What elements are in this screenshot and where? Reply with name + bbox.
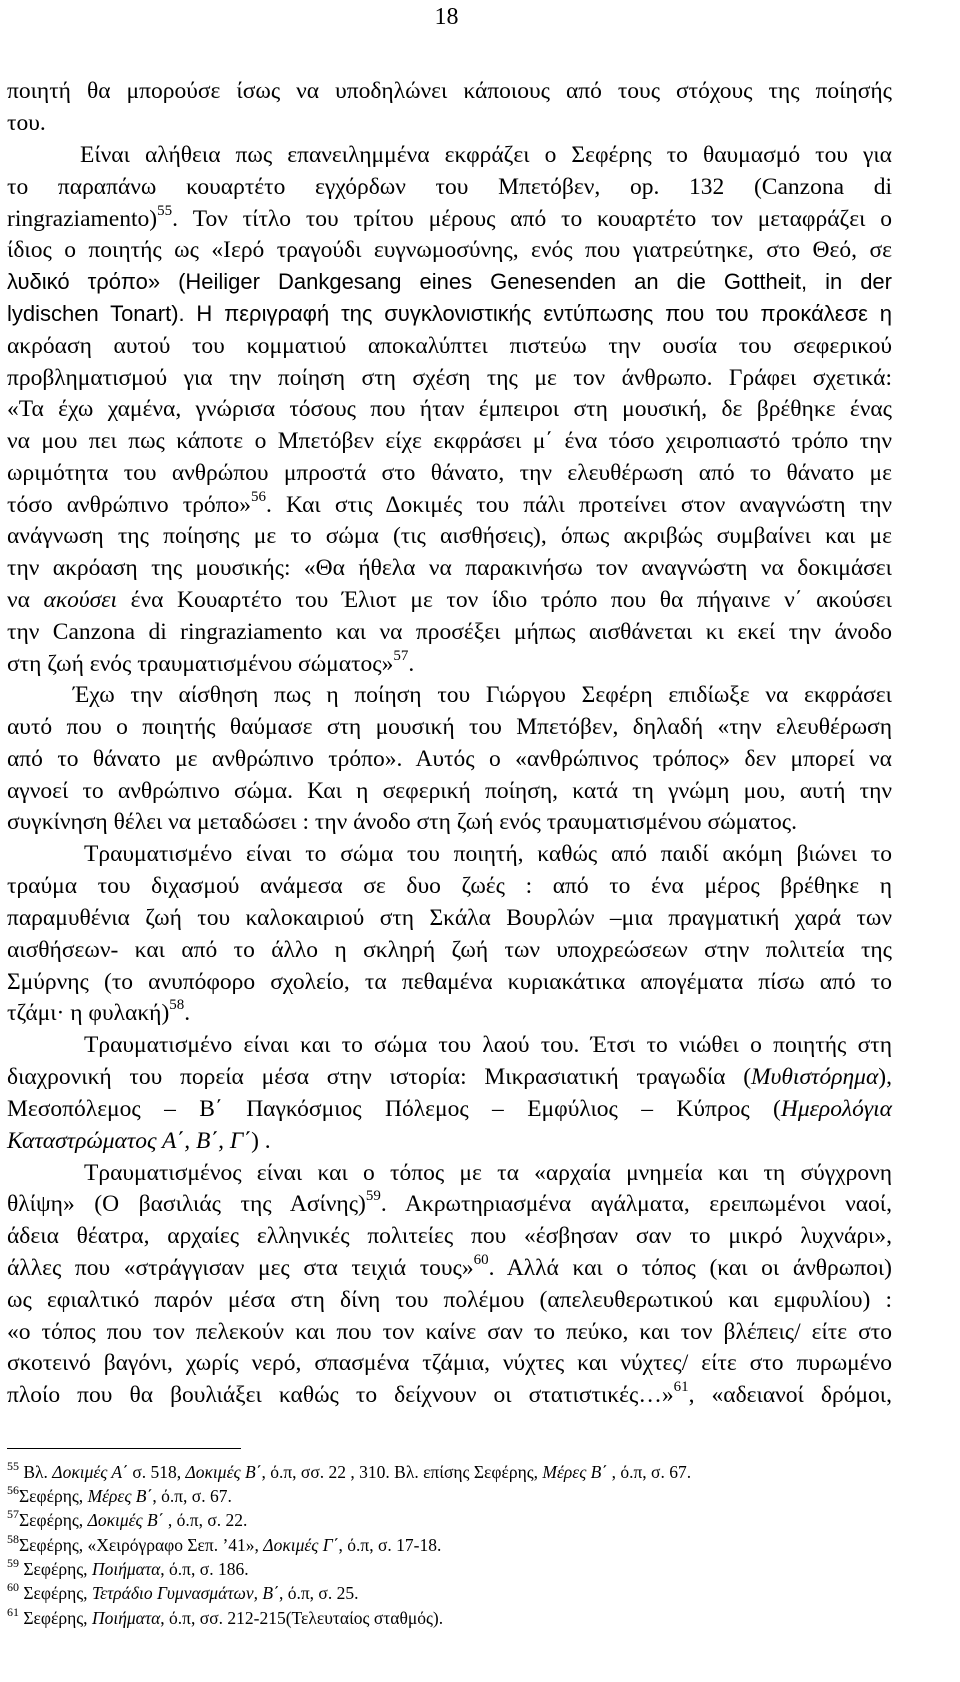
text-run: Σεφέρης,: [19, 1608, 92, 1628]
text-run: Τραυματισμένος είναι και ο τόπος με τα «αρχαία μνημεία και τη σύγχρονη: [84, 1160, 892, 1186]
text-run: την ακρόαση της μουσικής: «Θα ήθελα να παρακινήσω τον αναγνώστη να δοκιμάσει: [7, 555, 892, 581]
text-line: [7, 870, 892, 902]
text-run: ) .: [251, 1128, 271, 1154]
italic-text: Καταστρώματος Α΄, Β΄, Γ΄: [7, 1128, 252, 1154]
text-run: ringraziamento): [7, 206, 158, 232]
text-line: [73, 679, 892, 711]
text-line: [7, 806, 892, 838]
text-run: άδεια θέατρα, αρχαίες ελληνικές πολιτείες που «έσβησαν σαν το μικρό λυχνάρι»,: [7, 1223, 892, 1249]
text-run: ένα Κουαρτέτο του Έλιοτ με τον ίδιο τρόπο που θα πήγαινε ν΄ ακούσει: [117, 587, 892, 613]
footnote-reference: 57: [7, 1507, 19, 1522]
text-line: [7, 1284, 892, 1316]
text-run: , ό.π, σ. 67.: [607, 1462, 692, 1482]
text-run: την Canzona di ringraziamento και να προσέξει μήπως αισθάνεται κι εκεί την άνοδο: [7, 619, 892, 645]
text-run: συγκίνηση θέλει να μεταδώσει : την άνοδο στη ζωή ενός τραυματισμένου σώματος.: [7, 809, 797, 835]
text-run: ίδιος ο ποιητής ως «Ιερό τραγούδι ευγνωμοσύνης, ενός που γιατρεύτηκε, στο Θεό, σε: [7, 237, 892, 263]
text-run: , «αδειανοί δρόμοι,: [688, 1382, 892, 1408]
text-run: διαχρονική του πορεία μέσα στην ιστορία: Μικρασιατική τραγωδία (: [7, 1064, 752, 1090]
text-line: [7, 648, 892, 680]
text-line: [7, 997, 892, 1029]
text-run: . Και στις Δοκιμές του πάλι προτείνει στον αναγνώστη την: [266, 492, 892, 518]
italic-text: Ποιήματα: [91, 1559, 161, 1579]
text-run: Τραυματισμένο είναι το σώμα του ποιητή, καθώς από παιδί ακόμη βιώνει το: [84, 841, 892, 867]
text-run: τζάμι· η φυλακή): [7, 1000, 170, 1026]
text-run: , ό.π, σ. 186.: [160, 1559, 249, 1579]
text-run: , ό.π, σσ. 212-215(Τελευταίος σταθμός).: [160, 1608, 444, 1628]
text-run: , ό.π, σ. 25.: [278, 1583, 359, 1603]
footnote: [7, 1484, 892, 1508]
text-line: [7, 457, 892, 489]
text-run: θλίψη» (Ο βασιλιάς της Ασίνης): [7, 1191, 366, 1217]
text-line: [7, 902, 892, 934]
footnote-reference: 60: [7, 1580, 19, 1595]
text-run: Βλ.: [19, 1462, 53, 1482]
italic-text: Τετράδιο Γυμνασμάτων, Β΄: [91, 1583, 279, 1603]
text-line: [7, 775, 892, 807]
footnote-reference: 59: [365, 1188, 381, 1205]
text-run: ωριμότητα του ανθρώπου μπροστά στο θάνατο, την ελευθέρωση από το θάνατο με: [7, 460, 892, 486]
text-line: [7, 1347, 892, 1379]
footnote-reference: 57: [393, 648, 409, 665]
text-run: σκοτεινό βαγόνι, χωρίς νερό, σπασμένα τζάμια, νύχτες και νύχτες/ είτε στο πυρωμένο: [7, 1350, 892, 1376]
footnote-reference: 61: [7, 1605, 19, 1620]
text-run: λυδικό τρόπο» (Heiliger Dankgesang eines Genesenden an die Gottheit, in der: [7, 269, 892, 294]
text-line: [7, 1220, 892, 1252]
footnote: [7, 1581, 892, 1605]
italic-text: ακούσει: [43, 587, 118, 613]
text-line: [7, 1093, 892, 1125]
text-run: «ο τόπος που τον πελεκούν και που τον καίνε σαν το πεύκο, και τον βλέπεις/ είτε στο: [7, 1319, 892, 1345]
text-run: .: [184, 1000, 191, 1026]
text-run: ακρόαση αυτού του κομματιού αποκαλύπτει πιστεύω την ουσία του σεφερικού: [7, 333, 892, 359]
text-run: τραύμα του διχασμού ανάμεσα σε δυο ζωές : από το ένα μέρος βρέθηκε η: [7, 873, 892, 899]
text-line: [7, 966, 892, 998]
text-run: ανάγνωση της ποίησης με το σώμα (τις αισθήσεις), όπως ακριβώς συμβαίνει και με: [7, 523, 892, 549]
text-run: σ. 518,: [127, 1462, 186, 1482]
text-run: . Αλλά και ο τόπος (και οι άνθρωποι): [488, 1255, 892, 1281]
text-run: , ό.π, σ. 67.: [152, 1486, 232, 1506]
footnote: [7, 1557, 892, 1581]
text-run: να: [7, 587, 44, 613]
text-run: Σεφέρης,: [19, 1510, 88, 1530]
text-run: Σεφέρης, «Χειρόγραφο Σεπ. ’41»,: [19, 1535, 264, 1555]
text-run: ποιητή θα μπορούσε ίσως να υποδηλώνει κάποιους από τους στόχους της ποίησής: [7, 78, 892, 104]
text-run: το παραπάνω κουαρτέτο εγχόρδων του Μπετόβεν, op. 132 (Canzona di: [7, 174, 892, 200]
text-line: [7, 362, 892, 394]
text-run: lydischen Tonart). Η περιγραφή της συγκλονιστικής εντύπωσης που του προκάλεσε η: [7, 301, 892, 326]
footnote-reference: 58: [7, 1532, 19, 1547]
italic-text: Μέρες Β΄: [542, 1462, 608, 1482]
italic-text: Δοκιμές Α΄: [52, 1462, 128, 1482]
text-line: [7, 298, 892, 330]
footnote-separator: [7, 1448, 241, 1449]
text-line: [80, 139, 892, 171]
text-run: Σεφέρης,: [19, 1559, 92, 1579]
footnote: [7, 1508, 892, 1532]
text-line: [7, 393, 892, 425]
text-run: Μεσοπόλεμος – Β΄ Παγκόσμιος Πόλεμος – Εμφύλιος – Κύπρος (: [7, 1096, 781, 1122]
text-line: [7, 552, 892, 584]
text-run: παραμυθένια ζωή του καλοκαιριού στη Σκάλα Βουρλών –μια πραγματική χαρά των: [7, 905, 892, 931]
text-line: [7, 584, 892, 616]
italic-text: Δοκιμές Γ΄: [263, 1535, 339, 1555]
text-line: [7, 203, 892, 235]
text-run: , ό.π, σσ. 22 , 310. Βλ. επίσης Σεφέρης,: [261, 1462, 543, 1482]
text-run: . Ακρωτηριασμένα αγάλματα, ερειπωμένοι ναοί,: [380, 1191, 893, 1217]
text-line: [7, 1061, 892, 1093]
text-line: [7, 1252, 892, 1284]
text-line: [84, 1157, 892, 1189]
page-number: 18: [434, 4, 459, 30]
text-run: από το θάνατο με ανθρώπινο τρόπο». Αυτός ο «ανθρώπινος τρόπος» δεν μπορεί να: [7, 746, 892, 772]
text-line: [7, 75, 892, 107]
text-line: [7, 107, 892, 139]
footnote: [7, 1533, 892, 1557]
text-line: [7, 1188, 892, 1220]
text-line: [7, 1125, 892, 1157]
italic-text: Ημερολόγια: [780, 1096, 892, 1122]
text-run: .: [408, 651, 415, 677]
text-run: Τραυματισμένο είναι και το σώμα του λαού του. Έτσι το νιώθει ο ποιητής στη: [84, 1032, 892, 1058]
text-line: [84, 1029, 892, 1061]
text-line: [7, 266, 892, 298]
text-line: [7, 330, 892, 362]
text-run: . Τον τίτλο του τρίτου μέρους από το κουαρτέτο τον μεταφράζει ο: [172, 206, 892, 232]
text-line: [7, 489, 892, 521]
italic-text: Δοκιμές Β΄: [87, 1510, 164, 1530]
text-run: αισθήσεων- και από το άλλο η σκληρή ζωή των υποχρεώσεων στην πολιτεία της: [7, 937, 892, 963]
text-line: [7, 743, 892, 775]
text-run: Έχω την αίσθηση πως η ποίηση του Γιώργου Σεφέρη επιδίωξε να εκφράσει: [73, 682, 892, 708]
text-line: [7, 934, 892, 966]
text-run: , ό.π, σ. 17-18.: [338, 1535, 442, 1555]
text-run: ως εφιαλτικό παρόν μέσα στη δίνη του πολέμου (απελευθερωτικού και εμφυλίου) :: [7, 1287, 892, 1313]
text-run: «Τα έχω χαμένα, γνώρισα τόσους που ήταν έμπειροι στη μουσική, δε βρέθηκε ένας: [7, 396, 892, 422]
footnote-reference: 55: [157, 203, 173, 220]
text-line: [84, 838, 892, 870]
italic-text: Δοκιμές Β΄: [185, 1462, 262, 1482]
footnote-reference: 60: [473, 1252, 489, 1269]
text-run: αγνοεί το ανθρώπινο σώμα. Και η σεφερική ποίηση, κατά τη γνώμη μου, αυτή την: [7, 778, 892, 804]
text-run: προβληματισμού για την ποίηση στη σχέση της με τον άνθρωπο. Γράφει σχετικά:: [7, 365, 892, 391]
text-run: πλοίο που θα βουλιάξει καθώς το δείχνουν οι στατιστικές…»: [7, 1382, 674, 1408]
footnote-reference: 56: [7, 1483, 19, 1498]
text-run: του.: [7, 110, 46, 136]
footnote-reference: 61: [673, 1379, 689, 1396]
text-line: [7, 1379, 892, 1411]
text-line: [7, 171, 892, 203]
footnote: [7, 1606, 892, 1630]
text-run: να μου πει πως κάποτε ο Μπετόβεν είχε εκφράσει μ΄ ένα τόσο χειροπιαστό τρόπο την: [7, 428, 892, 454]
text-run: Είναι αλήθεια πως επανειλημμένα εκφράζει ο Σεφέρης το θαυμασμό του για: [80, 142, 892, 168]
text-run: άλλες που «στράγγισαν μες στα τειχιά τους»: [7, 1255, 474, 1281]
footnote: [7, 1460, 892, 1484]
text-run: Σμύρνης (το ανυπόφορο σχολείο, τα πεθαμένα κυριακάτικα απογέματα πίσω από το: [7, 969, 892, 995]
text-run: , ό.π, σ. 22.: [163, 1510, 248, 1530]
text-run: ),: [878, 1064, 892, 1090]
text-run: αυτό που ο ποιητής θαύμασε στη μουσική του Μπετόβεν, δηλαδή «την ελευθέρωση: [7, 714, 892, 740]
italic-text: Μυθιστόρημα: [751, 1064, 879, 1090]
text-line: [7, 1316, 892, 1348]
text-line: [7, 520, 892, 552]
footnote-reference: 59: [7, 1556, 19, 1571]
text-line: [7, 711, 892, 743]
italic-text: Μέρες Β΄: [87, 1486, 153, 1506]
italic-text: Ποιήματα: [91, 1608, 161, 1628]
text-run: Σεφέρης,: [19, 1583, 92, 1603]
text-run: στη ζωή ενός τραυματισμένου σώματος»: [7, 651, 394, 677]
footnote-reference: 55: [7, 1459, 19, 1474]
text-line: [7, 234, 892, 266]
text-run: Σεφέρης,: [19, 1486, 88, 1506]
text-line: [7, 425, 892, 457]
text-run: τόσο ανθρώπινο τρόπο»: [7, 492, 252, 518]
footnote-reference: 56: [251, 489, 267, 506]
footnote-reference: 58: [169, 997, 185, 1014]
text-line: [7, 616, 892, 648]
